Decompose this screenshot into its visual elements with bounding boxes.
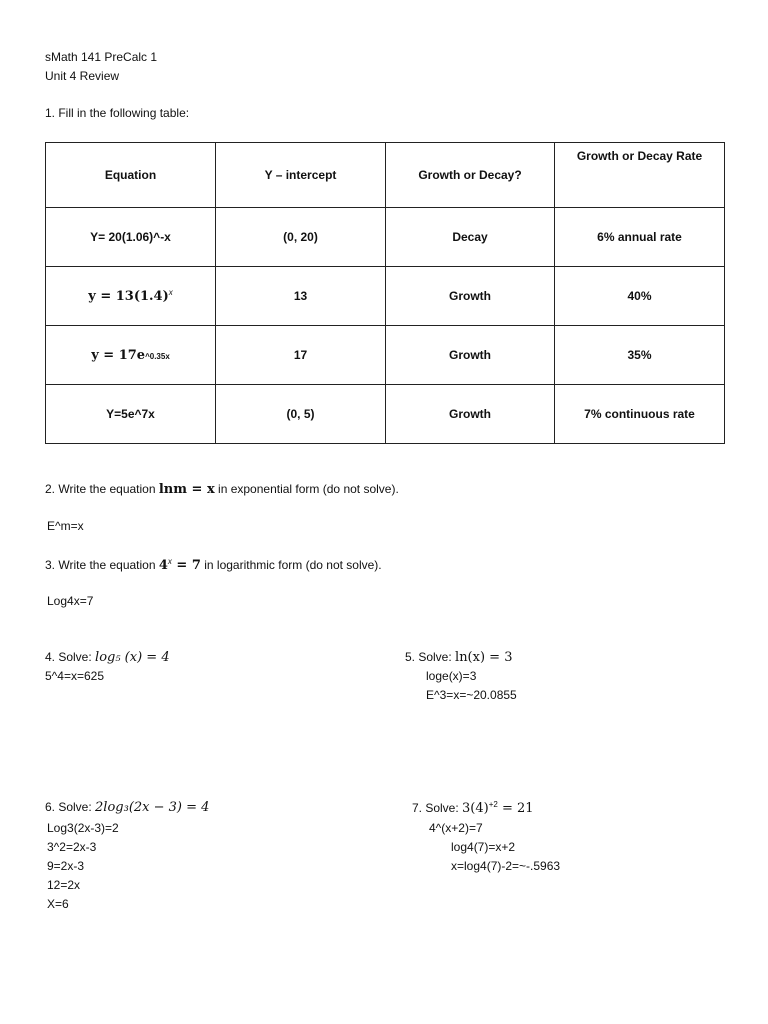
row2-equation-exp: x (168, 288, 173, 297)
q2-math: lnm = x (158, 482, 215, 497)
q6-work-line: Log3(2x-3)=2 (47, 821, 119, 835)
review-table (45, 142, 725, 444)
q5-work-line: loge(x)=3 (426, 669, 477, 683)
row1-rate: 6% annual rate (555, 208, 725, 267)
row2-intercept: 13 (216, 267, 386, 326)
row1-equation: Y= 20(1.06)^-x (46, 208, 216, 267)
q4-prompt (45, 650, 170, 665)
row2-type: Growth (386, 267, 555, 326)
q2-prompt-after: in exponential form (do not solve). (214, 482, 399, 496)
q7-work-line: log4(7)=x+2 (451, 840, 516, 854)
q7-work-line: 4^(x+2)=7 (429, 821, 483, 835)
course-title: sMath 141 PreCalc 1 (45, 50, 158, 64)
q7-math-rest: = 21 (497, 801, 534, 816)
q6-work-line: 12=2x (47, 878, 81, 892)
q6-work-line: 9=2x-3 (47, 859, 85, 873)
row4-equation: Y=5e^7x (46, 385, 216, 444)
q4-math: log₅ (x) = 4 (95, 650, 170, 665)
row1-type: Decay (386, 208, 555, 267)
q6-work-line: 3^2=2x-3 (47, 840, 97, 854)
q5-label: 5. Solve: (405, 650, 456, 664)
row3-equation (46, 326, 216, 385)
q1-prompt: 1. Fill in the following table: (45, 106, 190, 120)
row4-rate: 7% continuous rate (555, 385, 725, 444)
table-row (46, 326, 725, 385)
q5-work-line: E^3=x=~20.0855 (426, 688, 517, 702)
q3-math-exp: x (167, 557, 172, 566)
q3-prompt-before: 3. Write the equation (45, 558, 159, 572)
q3-math-rest: = 7 (171, 558, 201, 573)
row4-intercept: (0, 5) (216, 385, 386, 444)
col-header-type: Growth or Decay? (386, 143, 555, 208)
q6-prompt (45, 800, 209, 815)
row4-type: Growth (386, 385, 555, 444)
q3-prompt-after: in logarithmic form (do not solve). (200, 558, 382, 572)
row1-intercept: (0, 20) (216, 208, 386, 267)
row3-type: Growth (386, 326, 555, 385)
row2-equation (46, 267, 216, 326)
row3-rate: 35% (555, 326, 725, 385)
row3-intercept: 17 (216, 326, 386, 385)
row2-equation-base: y = 13(1.4) (88, 289, 169, 304)
q3-math-base: 4 (158, 558, 168, 573)
q2-prompt-before: 2. Write the equation (45, 482, 159, 496)
q2-answer: E^m=x (47, 519, 84, 533)
q5-math: ln(x) = 3 (455, 650, 513, 665)
row2-rate: 40% (555, 267, 725, 326)
q7-work-line: x=log4(7)-2=~-.5963 (451, 859, 561, 873)
col-header-rate: Growth or Decay Rate (555, 143, 725, 208)
q7-math-base: 3(4) (462, 801, 489, 816)
q4-work-line: 5^4=x=625 (45, 669, 105, 683)
table-row (46, 385, 725, 444)
col-header-intercept: Y – intercept (216, 143, 386, 208)
table-row (46, 267, 725, 326)
col-header-equation: Equation (46, 143, 216, 208)
q7-label: 7. Solve: (412, 801, 463, 815)
table-row (46, 208, 725, 267)
table-header-row (46, 143, 725, 208)
row3-equation-base: y = 17e (91, 347, 146, 363)
q4-label: 4. Solve: (45, 650, 96, 664)
q6-work-line: X=6 (47, 897, 69, 911)
q2-prompt (45, 482, 399, 497)
q7-math-exp: +2 (488, 800, 498, 809)
unit-title: Unit 4 Review (45, 69, 120, 83)
q3-answer: Log4x=7 (47, 594, 94, 608)
q6-math: 2log₃(2x − 3) = 4 (95, 800, 210, 815)
q5-prompt (405, 650, 512, 665)
q7-prompt (412, 800, 534, 816)
q6-label: 6. Solve: (45, 800, 96, 814)
q3-prompt (45, 557, 382, 573)
row3-equation-exp: ^0.35x (145, 351, 170, 361)
